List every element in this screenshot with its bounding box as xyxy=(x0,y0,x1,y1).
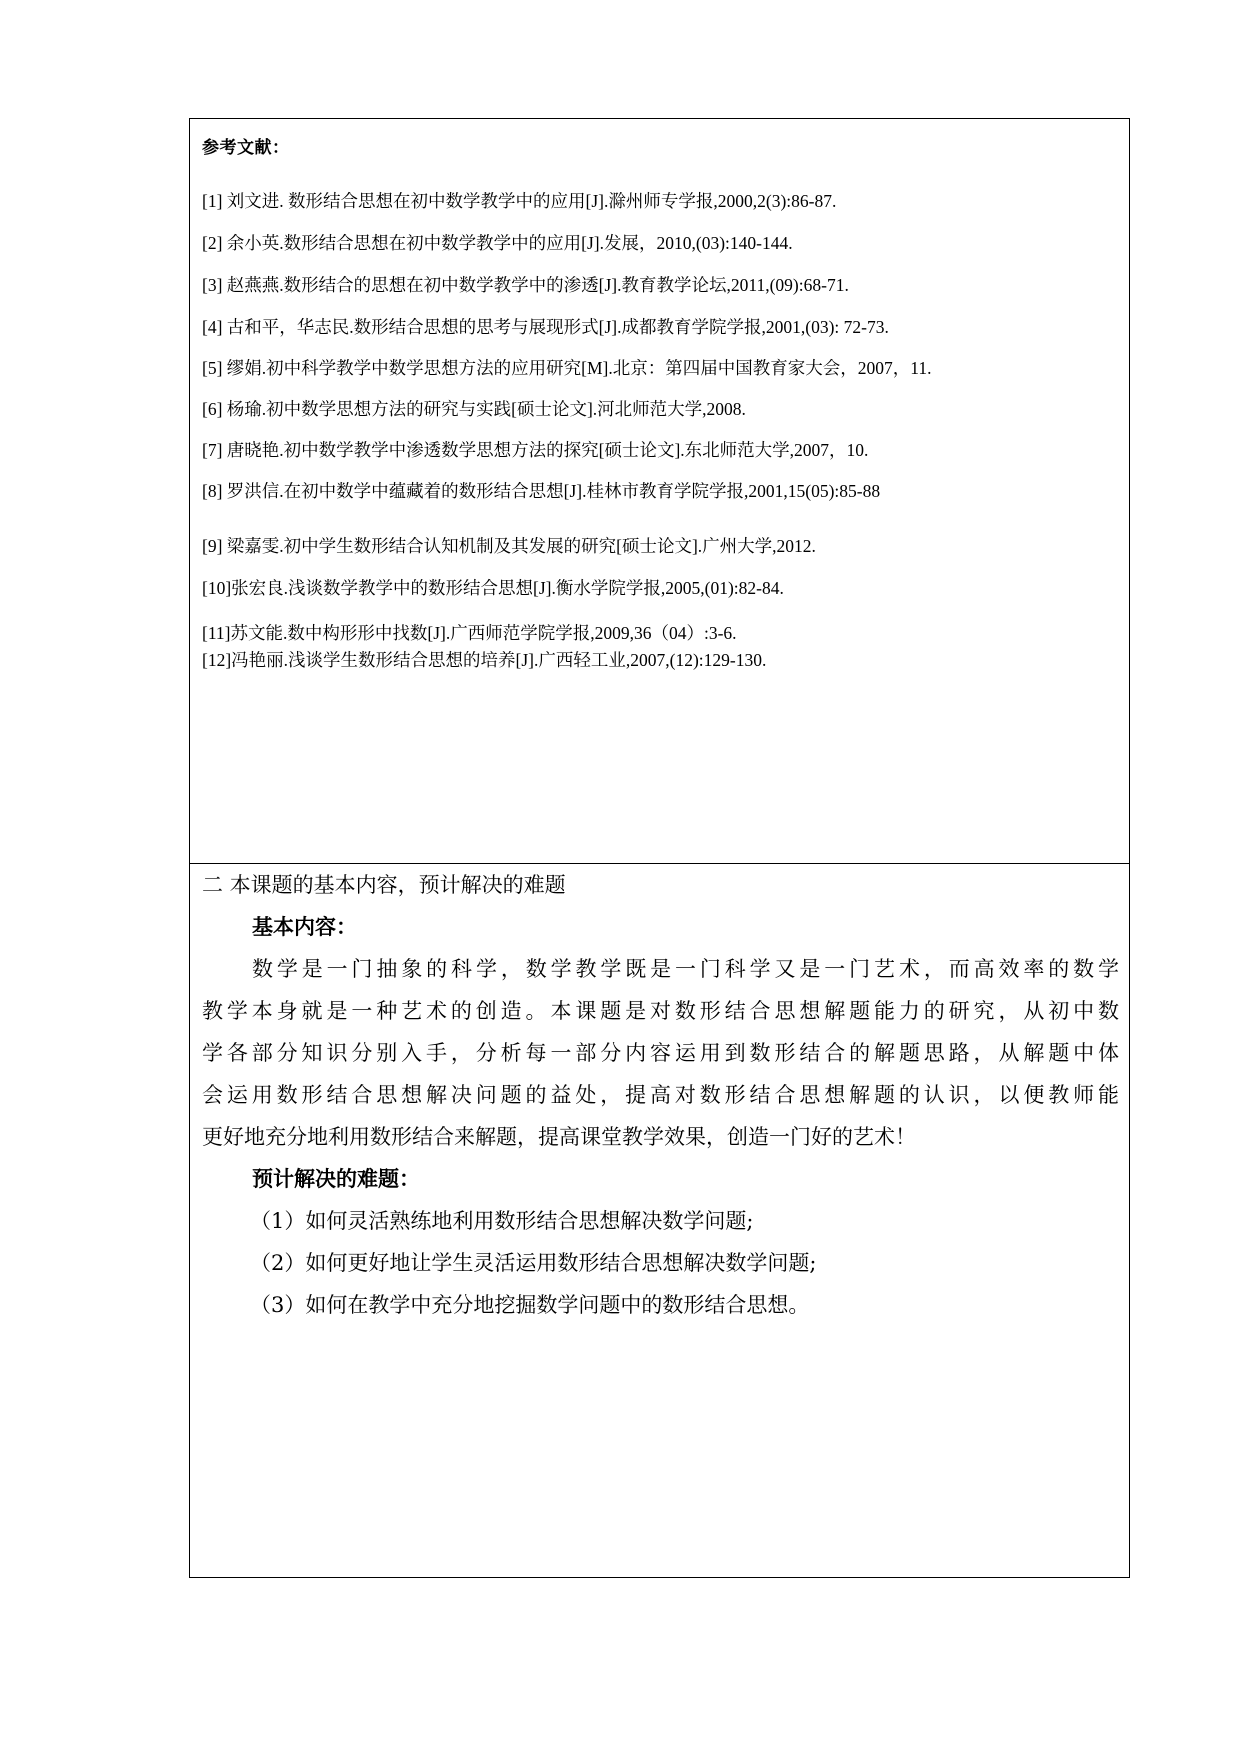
paragraph-line: 数学是一门抽象的科学，数学教学既是一门科学又是一门艺术，而高效率的数学 xyxy=(252,957,1119,981)
problem-item: （2）如何更好地让学生灵活运用数形结合思想解决数学问题; xyxy=(250,1251,817,1275)
paragraph-line: 学各部分知识分别入手，分析每一部分内容运用到数形结合的解题思路，从解题中体 xyxy=(202,1041,1119,1065)
basic-content-heading: 基本内容： xyxy=(252,914,357,939)
reference-item: [1] 刘文进. 数形结合思想在初中数学教学中的应用[J].滁州师专学报,2000,2(3):86-87. xyxy=(202,191,837,211)
reference-item: [12]冯艳丽.浅谈学生数形结合思想的培养[J].广西轻工业,2007,(12):129-130. xyxy=(202,650,767,670)
reference-item: [9] 梁嘉雯.初中学生数形结合认知机制及其发展的研究[硕士论文].广州大学,2012. xyxy=(202,536,816,556)
reference-item: [3] 赵燕燕.数形结合的思想在初中数学教学中的渗透[J].教育教学论坛,2011,(09):68-71. xyxy=(202,275,849,295)
form-table xyxy=(189,118,1130,1578)
reference-item: [10]张宏良.浅谈数学教学中的数形结合思想[J].衡水学院学报,2005,(01):82-84. xyxy=(202,578,784,598)
reference-item: [6] 杨瑜.初中数学思想方法的研究与实践[硕士论文].河北师范大学,2008. xyxy=(202,399,746,419)
paragraph-line: 教学本身就是一种艺术的创造。本课题是对数形结合思想解题能力的研究，从初中数 xyxy=(202,999,1119,1023)
reference-item: [4] 古和平，华志民.数形结合思想的思考与展现形式[J].成都教育学院学报,2001,(03): 72-73. xyxy=(202,317,889,337)
reference-item: [8] 罗洪信.在初中数学中蕴藏着的数形结合思想[J].桂林市教育学院学报,2001,15(05):85-88 xyxy=(202,481,881,501)
section-title: 二 本课题的基本内容，预计解决的难题 xyxy=(202,873,566,897)
content-cell xyxy=(190,863,1129,1577)
problem-item: （1）如何灵活熟练地利用数形结合思想解决数学问题; xyxy=(250,1209,754,1233)
references-heading: 参考文献： xyxy=(202,138,290,158)
reference-item: [5] 缪娟.初中科学教学中数学思想方法的应用研究[M].北京：第四届中国教育家大会，2007，11. xyxy=(202,358,932,378)
problem-item: （3）如何在教学中充分地挖掘数学问题中的数形结合思想。 xyxy=(250,1293,810,1317)
references-cell xyxy=(190,119,1129,863)
reference-item: [2] 余小英.数形结合思想在初中数学教学中的应用[J].发展，2010,(03):140-144. xyxy=(202,233,793,253)
reference-item: [7] 唐晓艳.初中数学教学中渗透数学思想方法的探究[硕士论文].东北师范大学,2007，10. xyxy=(202,440,869,460)
reference-item: [11]苏文能.数中构形形中找数[J].广西师范学院学报,2009,36（04）:3-6. xyxy=(202,623,737,643)
paragraph-line: 更好地充分地利用数形结合来解题，提高课堂教学效果，创造一门好的艺术！ xyxy=(202,1125,916,1149)
problems-heading: 预计解决的难题： xyxy=(252,1166,420,1191)
paragraph-line: 会运用数形结合思想解决问题的益处，提高对数形结合思想解题的认识，以便教师能 xyxy=(202,1083,1119,1107)
